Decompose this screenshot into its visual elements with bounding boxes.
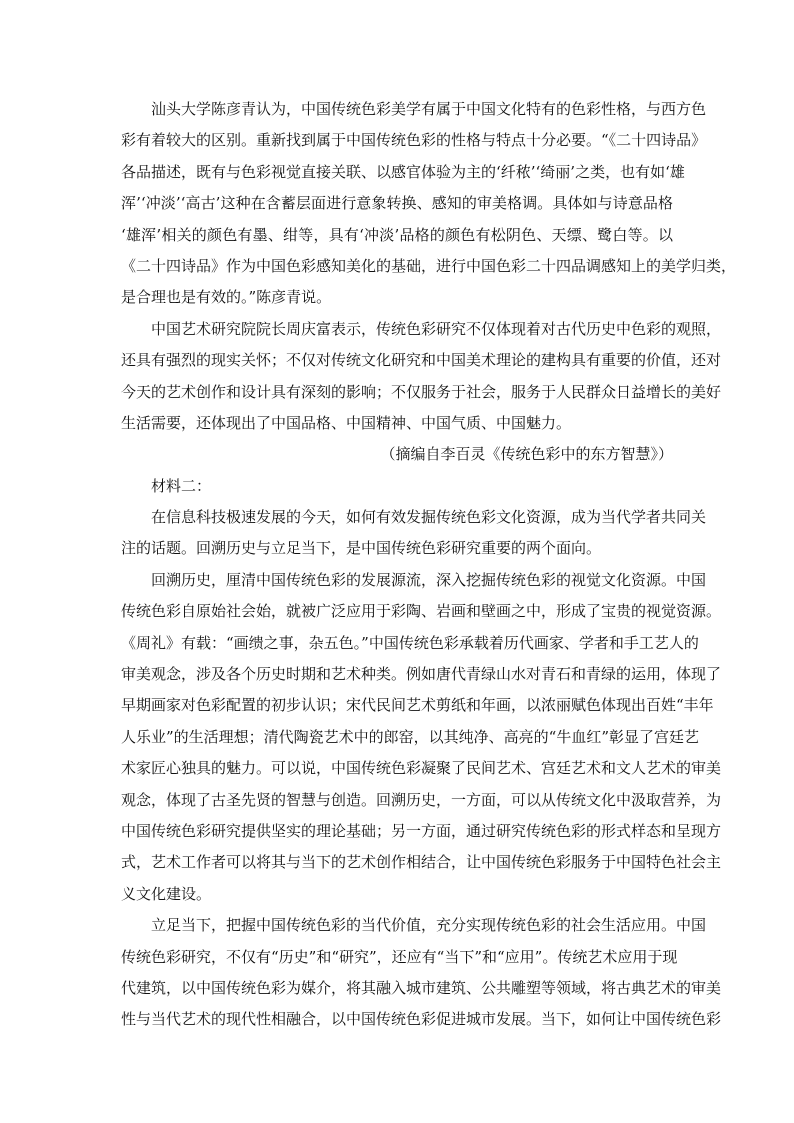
- paragraph-zhou-qingfu: [121, 314, 722, 440]
- text-line: 还具有强烈的现实关怀；不仅对传统文化研究和中国美术理论的建构具有重要的价值，还对: [121, 351, 722, 370]
- text-line: 立足当下，把握中国传统色彩的当代价值，充分实现传统色彩的社会生活应用。中国: [151, 916, 707, 935]
- text-line: 彩有着较大的区别。重新找到属于中国传统色彩的性格与特点十分必要。“《二十四诗品》: [121, 131, 707, 150]
- source-attribution: （摘编自李百灵《传统色彩中的东方智慧》）: [380, 445, 673, 464]
- material-two-heading: 材料二：: [151, 476, 212, 495]
- text-line: 浑’‘冲淡’‘高古’这种在含蓄层面进行意象转换、感知的审美格调。具体如与诗意品格: [121, 194, 673, 213]
- text-line: 各品描述，既有与色彩视觉直接关联、以感官体验为主的‘纤秾’‘绮丽’之类，也有如‘雄: [121, 162, 685, 181]
- text-line: 中国艺术研究院院长周庆富表示，传统色彩研究不仅体现着对古代历史中色彩的观照，: [151, 319, 722, 338]
- text-line: 观念，体现了古圣先贤的智慧与创造。回溯历史，一方面，可以从传统文化中汲取营养，为: [121, 790, 722, 809]
- paragraph-chen-yanqing: [121, 94, 737, 314]
- text-line: 传统色彩研究，不仅有“历史”和“研究”，还应有“当下”和“应用”。传统艺术应用于现: [121, 947, 678, 966]
- document-page: [121, 94, 737, 1036]
- text-line: 义文化建设。: [121, 884, 212, 903]
- text-line: 中国传统色彩研究提供坚实的理论基础；另一方面，通过研究传统色彩的形式样态和呈现方: [121, 821, 722, 840]
- text-line: 生活需要，还体现出了中国品格、中国精神、中国气质、中国魅力。: [121, 413, 572, 432]
- text-line: 回溯历史，厘清中国传统色彩的发展源流，深入挖掘传统色彩的视觉文化资源。中国: [151, 570, 707, 589]
- text-line: 《周礼》有载：“画缋之事，杂五色。”中国传统色彩承载着历代画家、学者和手工艺人的: [121, 633, 699, 652]
- text-line: 审美观念，涉及各个历史时期和艺术种类。例如唐代青绿山水对青石和青绿的运用，体现了: [121, 665, 722, 684]
- text-line: 汕头大学陈彦青认为，中国传统色彩美学有属于中国文化特有的色彩性格，与西方色: [151, 100, 707, 118]
- text-line: 传统色彩自原始社会始，就被广泛应用于彩陶、岩画和壁画之中，形成了宝贵的视觉资源。: [121, 602, 722, 621]
- paragraph-present: [121, 910, 722, 1036]
- text-line: 今天的艺术创作和设计具有深刻的影响；不仅服务于社会，服务于人民群众日益增长的美好: [121, 382, 722, 401]
- text-line: 早期画家对色彩配置的初步认识；宋代民间艺术剪纸和年画，以浓丽赋色体现出百姓“丰年: [121, 696, 714, 715]
- paragraph-intro: [121, 502, 707, 565]
- text-line: 代建筑，以中国传统色彩为媒介，将其融入城市建筑、公共雕塑等领域，将古典艺术的审美: [121, 978, 722, 997]
- text-line: 是合理也是有效的。”陈彦青说。: [121, 288, 332, 307]
- paragraph-history: [121, 565, 722, 910]
- text-line: 人乐业”的生活理想；清代陶瓷艺术中的郎窑，以其纯净、高亮的“牛血红”彰显了宫廷艺: [121, 727, 700, 746]
- text-line: 术家匠心独具的魅力。可以说，中国传统色彩凝聚了民间艺术、宫廷艺术和文人艺术的审美: [121, 759, 722, 778]
- text-line: 性与当代艺术的现代性相融合，以中国传统色彩促进城市发展。当下，如何让中国传统色彩: [121, 1010, 722, 1029]
- text-line: 在信息科技极速发展的今天，如何有效发掘传统色彩文化资源，成为当代学者共同关: [151, 508, 707, 527]
- text-line: 注的话题。回溯历史与立足当下，是中国传统色彩研究重要的两个面向。: [121, 539, 602, 558]
- text-line: 式，艺术工作者可以将其与当下的艺术创作相结合，让中国传统色彩服务于中国特色社会主: [121, 853, 722, 872]
- text-line: ‘雄浑’相关的颜色有墨、绀等，具有‘冲淡’品格的颜色有松阴色、天缥、鹭白等。以: [121, 225, 673, 244]
- text-line: 《二十四诗品》作为中国色彩感知美化的基础，进行中国色彩二十四品调感知上的美学归类，: [121, 256, 737, 275]
